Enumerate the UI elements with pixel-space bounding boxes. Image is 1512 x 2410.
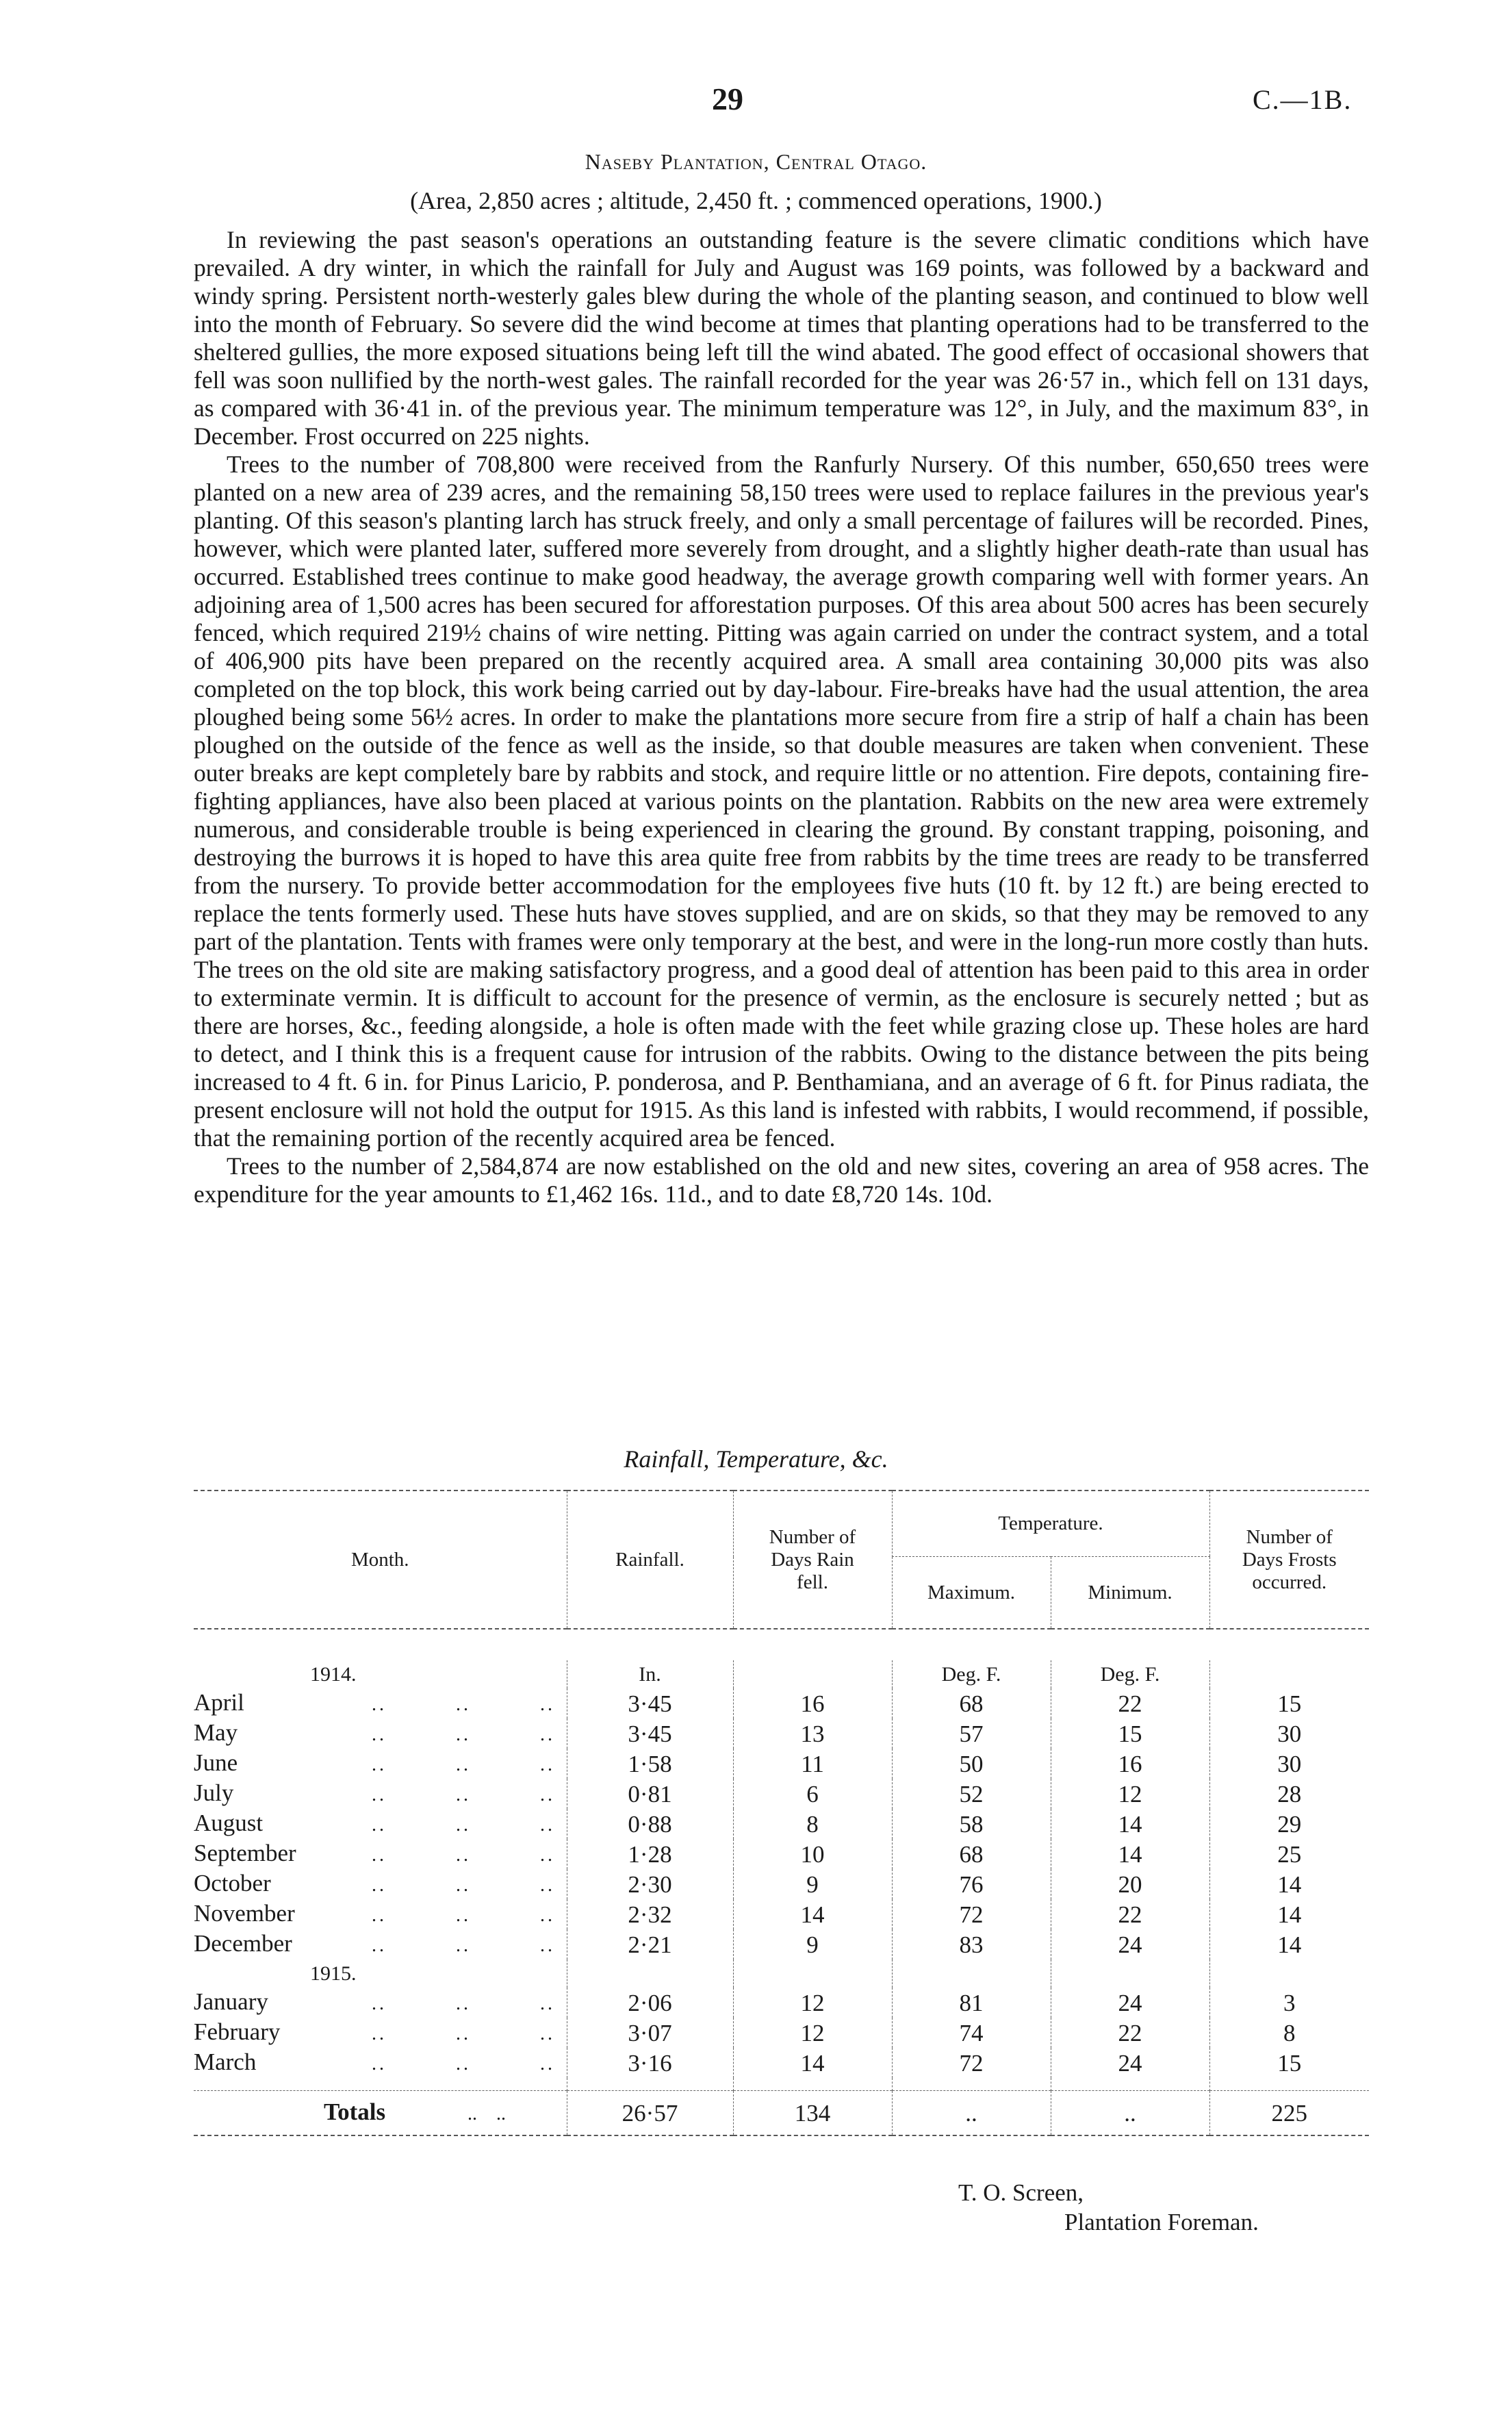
rainfall-cell: 3·16 (567, 2048, 733, 2078)
leader-dots: .. .. .. (372, 1844, 555, 1866)
report-body (194, 226, 1369, 1208)
frosts-cell: 15 (1209, 2048, 1369, 2078)
leader-dots: .. .. .. (372, 1875, 555, 1896)
rainfall-cell: 3·45 (567, 1718, 733, 1749)
days-rain-cell: 14 (733, 2048, 892, 2078)
days-rain-cell: 10 (733, 1839, 892, 1869)
month-cell (194, 1839, 567, 1869)
days-rain-cell: 13 (733, 1718, 892, 1749)
max-temp-cell: 72 (892, 2048, 1051, 2078)
days-rain-cell: 9 (733, 1869, 892, 1899)
month-name: September (194, 1840, 296, 1866)
empty (733, 1959, 892, 1988)
year-label: 1914. (310, 1663, 357, 1686)
spacer (1051, 2078, 1209, 2091)
month-cell (194, 1809, 567, 1839)
frosts-cell: 3 (1209, 1988, 1369, 2018)
totals-label: Totals (324, 2098, 386, 2125)
frosts-cell: 15 (1209, 1688, 1369, 1718)
rainfall-cell: 3·07 (567, 2018, 733, 2048)
total-rainfall: 26·57 (567, 2091, 733, 2136)
frosts-cell: 25 (1209, 1839, 1369, 1869)
leader-dots: .. .. .. (372, 1724, 555, 1745)
month-cell (194, 1988, 567, 2018)
days-rain-cell: 9 (733, 1929, 892, 1959)
min-temp-cell: 20 (1051, 1869, 1209, 1899)
spacer (1209, 2078, 1369, 2091)
leader-dots: .. .. .. (372, 1784, 555, 1805)
days-rain-cell: 6 (733, 1779, 892, 1809)
min-temp-cell: 22 (1051, 2018, 1209, 2048)
leader-dots: .. .. .. (372, 1694, 555, 1715)
signatory-title: Plantation Foreman. (1064, 2209, 1259, 2235)
frosts-cell: 28 (1209, 1779, 1369, 1809)
signatory-name: T. O. Screen, (958, 2179, 1084, 2206)
header-month: Month. (350, 1548, 409, 1571)
table-row (194, 2078, 1369, 2091)
rainfall-cell: 3·45 (567, 1688, 733, 1718)
spacer (733, 2078, 892, 2091)
table-row (194, 1839, 1369, 1869)
header-days-rain: Number of Days Rain fell. (733, 1491, 892, 1629)
paragraph-summary: Trees to the number of 2,584,874 are now established on the old and new sites, covering an area of 958 acres. The expenditure for the year amounts to £1,462 16s. 11d., and to date £8,720 14s. 10d. (194, 1152, 1369, 1208)
month-name: August (194, 1810, 264, 1836)
table-row (194, 1929, 1369, 1959)
rainfall-cell: 1·58 (567, 1749, 733, 1779)
min-temp-cell: 24 (1051, 2048, 1209, 2078)
leader-dots: .. .. .. (372, 1754, 555, 1775)
totals-label-cell (194, 2091, 567, 2136)
month-cell (194, 2018, 567, 2048)
min-temp-cell: 14 (1051, 1839, 1209, 1869)
max-temp-cell: 58 (892, 1809, 1051, 1839)
max-temp-cell: 81 (892, 1988, 1051, 2018)
month-name: December (194, 1930, 292, 1957)
days-rain-cell: 12 (733, 2018, 892, 2048)
max-temp-cell: 68 (892, 1688, 1051, 1718)
table-caption: Rainfall, Temperature, &c. (624, 1445, 888, 1473)
month-name: March (194, 2048, 257, 2075)
rainfall-cell: 2·06 (567, 1988, 733, 2018)
rainfall-cell: 1·28 (567, 1839, 733, 1869)
leader-dots: .. .. .. (372, 1814, 555, 1836)
empty (567, 1959, 733, 1988)
days-rain-cell: 14 (733, 1899, 892, 1929)
month-name: April (194, 1689, 244, 1716)
month-cell (194, 1779, 567, 1809)
unit-maximum: Deg. F. (892, 1660, 1051, 1688)
days-rain-cell: 12 (733, 1988, 892, 2018)
month-cell (194, 1718, 567, 1749)
min-temp-cell: 24 (1051, 1929, 1209, 1959)
spacer (567, 2078, 733, 2091)
table-row (194, 1959, 1369, 1988)
unit-rainfall: In. (567, 1660, 733, 1688)
month-cell (194, 1929, 567, 1959)
leader-dots: .. .. .. (372, 2053, 555, 2075)
table-row (194, 1988, 1369, 2018)
section-subtitle: (Area, 2,850 acres ; altitude, 2,450 ft. ; commenced operations, 1900.) (410, 187, 1102, 214)
table-row (194, 2048, 1369, 2078)
table-row (194, 2091, 1369, 2136)
header-maximum: Maximum. (892, 1557, 1051, 1629)
month-cell (194, 1688, 567, 1718)
frosts-cell: 14 (1209, 1869, 1369, 1899)
rainfall-cell: 2·32 (567, 1899, 733, 1929)
leader-dots: .. .. (467, 2103, 506, 2124)
min-temp-cell: 15 (1051, 1718, 1209, 1749)
max-temp-cell: 68 (892, 1839, 1051, 1869)
frosts-cell: 30 (1209, 1718, 1369, 1749)
table-row (194, 1749, 1369, 1779)
table-row (194, 1688, 1369, 1718)
max-temp-cell: 72 (892, 1899, 1051, 1929)
paragraph-climate: In reviewing the past season's operations an outstanding feature is the severe climatic conditions which have prevailed. A dry winter, in which the rainfall for July and August was 169 points, was followed by a backward and windy spring. Persistent north-westerly gales blew during the whole of the planting season, and continued to blow well into the month of February. So severe did the wind become at times that planting operations had to be transferred to the sheltered gullies, the more exposed situations being left till the wind abated. The good effect of occasional showers that fell was soon nullified by the north-west gales. The rainfall recorded for the year was 26·57 in., which fell on 131 days, as compared with 36·41 in. of the previous year. The minimum temperature was 12°, in July, and the maximum 83°, in December. Frost occurred on 225 nights. (194, 226, 1369, 450)
table-row (194, 1899, 1369, 1929)
max-temp-cell: 52 (892, 1779, 1051, 1809)
rainfall-cell: 2·21 (567, 1929, 733, 1959)
month-name: October (194, 1870, 271, 1897)
min-temp-cell: 24 (1051, 1988, 1209, 2018)
table-row (194, 1869, 1369, 1899)
table-row (194, 2018, 1369, 2048)
empty (1209, 1959, 1369, 1988)
leader-dots: .. .. .. (372, 1993, 555, 2014)
total-max: .. (892, 2091, 1051, 2136)
month-name: May (194, 1719, 238, 1746)
unit-minimum: Deg. F. (1051, 1660, 1209, 1688)
frosts-cell: 29 (1209, 1809, 1369, 1839)
paragraph-planting: Trees to the number of 708,800 were received from the Ranfurly Nursery. Of this number, 650,650 trees were planted on a new area of 239 acres, and the remaining 58,150 trees were used to replace failures in the previous year's planting. Of this season's planting larch has struck freely, and only a small percentage of failures will be recorded. Pines, however, which were planted later, suffered more severely from drought, and a slightly higher death-rate than usual has occurred. Established trees continue to make good headway, the average growth comparing well with former years. An adjoining area of 1,500 acres has been secured for afforestation purposes. Of this area about 500 acres has been securely fenced, which required 219½ chains of wire netting. Pitting was again carried on under the contract system, and a total of 406,900 pits have been prepared on the recently acquired area. A small area containing 30,000 pits was also completed on the top block, this work being carried out by day-labour. Fire-breaks have had the usual attention, the area ploughed being some 56½ acres. In order to make the plantations more secure from fire a strip of half a chain has been ploughed on the outside of the fence as well as the inside, so that double measures are taken when convenient. These outer breaks are kept completely bare by rabbits and stock, and require little or no attention. Fire depots, containing fire-fighting appliances, have also been placed at various points on the plantation. Rabbits on the new area were extremely numerous, and considerable trouble is being experienced in clearing the ground. By constant trapping, poisoning, and destroying the burrows it is hoped to have this area quite free from rabbits by the time trees are ready to be transferred from the nursery. To provide better accommodation for the employees five huts (10 ft. by 12 ft.) are being erected to replace the tents formerly used. These huts have stoves supplied, and are on skids, so that they may be removed to any part of the plantation. Tents with frames were only temporary at the best, and were in the long-run more costly than huts. The trees on the old site are making satisfactory progress, and a good deal of attention has been paid to this area in order to exterminate vermin. It is difficult to account for the presence of vermin, as the enclosure is securely netted ; but as there are horses, &c., feeding alongside, a hole is often made with the feet while grazing close up. These holes are hard to detect, and I think this is a frequent cause for intrusion of the rabbits. Owing to the distance between the pits being increased to 4 ft. 6 in. for Pinus Laricio, P. ponderosa, and P. Benthamiana, and an average of 6 ft. for Pinus radiata, the present enclosure will not hold the output for 1915. As this land is infested with rabbits, I would recommend, if possible, that the remaining portion of the recently acquired area be fenced. (194, 451, 1369, 1152)
header-temperature: Temperature. (892, 1491, 1209, 1557)
frosts-cell: 30 (1209, 1749, 1369, 1779)
total-min: .. (1051, 2091, 1209, 2136)
leader-dots: .. .. .. (372, 1935, 555, 1956)
frosts-cell: 14 (1209, 1899, 1369, 1929)
page-number: 29 (712, 81, 743, 116)
max-temp-cell: 76 (892, 1869, 1051, 1899)
leader-dots: .. .. .. (372, 2023, 555, 2044)
rainfall-cell: 0·81 (567, 1779, 733, 1809)
empty (1051, 1959, 1209, 1988)
spacer (194, 2078, 567, 2091)
month-cell (194, 1899, 567, 1929)
table-row (194, 1779, 1369, 1809)
spacer (892, 2078, 1051, 2091)
max-temp-cell: 74 (892, 2018, 1051, 2048)
days-rain-cell: 8 (733, 1809, 892, 1839)
total-frosts: 225 (1209, 2091, 1369, 2136)
month-cell (194, 2048, 567, 2078)
frosts-cell: 14 (1209, 1929, 1369, 1959)
rainfall-cell: 2·30 (567, 1869, 733, 1899)
min-temp-cell: 22 (1051, 1899, 1209, 1929)
header-rainfall: Rainfall. (567, 1491, 733, 1629)
month-name: July (194, 1779, 234, 1806)
min-temp-cell: 16 (1051, 1749, 1209, 1779)
month-name: November (194, 1900, 295, 1927)
month-cell (194, 1869, 567, 1899)
min-temp-cell: 12 (1051, 1779, 1209, 1809)
month-name: June (194, 1749, 238, 1776)
header-minimum: Minimum. (1051, 1557, 1209, 1629)
max-temp-cell: 50 (892, 1749, 1051, 1779)
table-row (194, 1718, 1369, 1749)
total-days-rain: 134 (733, 2091, 892, 2136)
leader-dots: .. .. .. (372, 1905, 555, 1926)
header-frosts: Number of Days Frosts occurred. (1209, 1491, 1369, 1629)
frosts-cell: 8 (1209, 2018, 1369, 2048)
rainfall-temperature-table (194, 1490, 1369, 2136)
max-temp-cell: 83 (892, 1929, 1051, 1959)
section-title: Naseby Plantation, Central Otago. (585, 149, 927, 174)
min-temp-cell: 14 (1051, 1809, 1209, 1839)
month-name: January (194, 1988, 268, 2015)
max-temp-cell: 57 (892, 1718, 1051, 1749)
month-cell (194, 1749, 567, 1779)
empty (892, 1959, 1051, 1988)
days-rain-cell: 16 (733, 1688, 892, 1718)
month-name: February (194, 2018, 281, 2045)
table-row (194, 1809, 1369, 1839)
min-temp-cell: 22 (1051, 1688, 1209, 1718)
days-rain-cell: 11 (733, 1749, 892, 1779)
year-label: 1915. (310, 1962, 357, 1985)
document-reference: C.—1B. (1253, 84, 1353, 115)
rainfall-cell: 0·88 (567, 1809, 733, 1839)
